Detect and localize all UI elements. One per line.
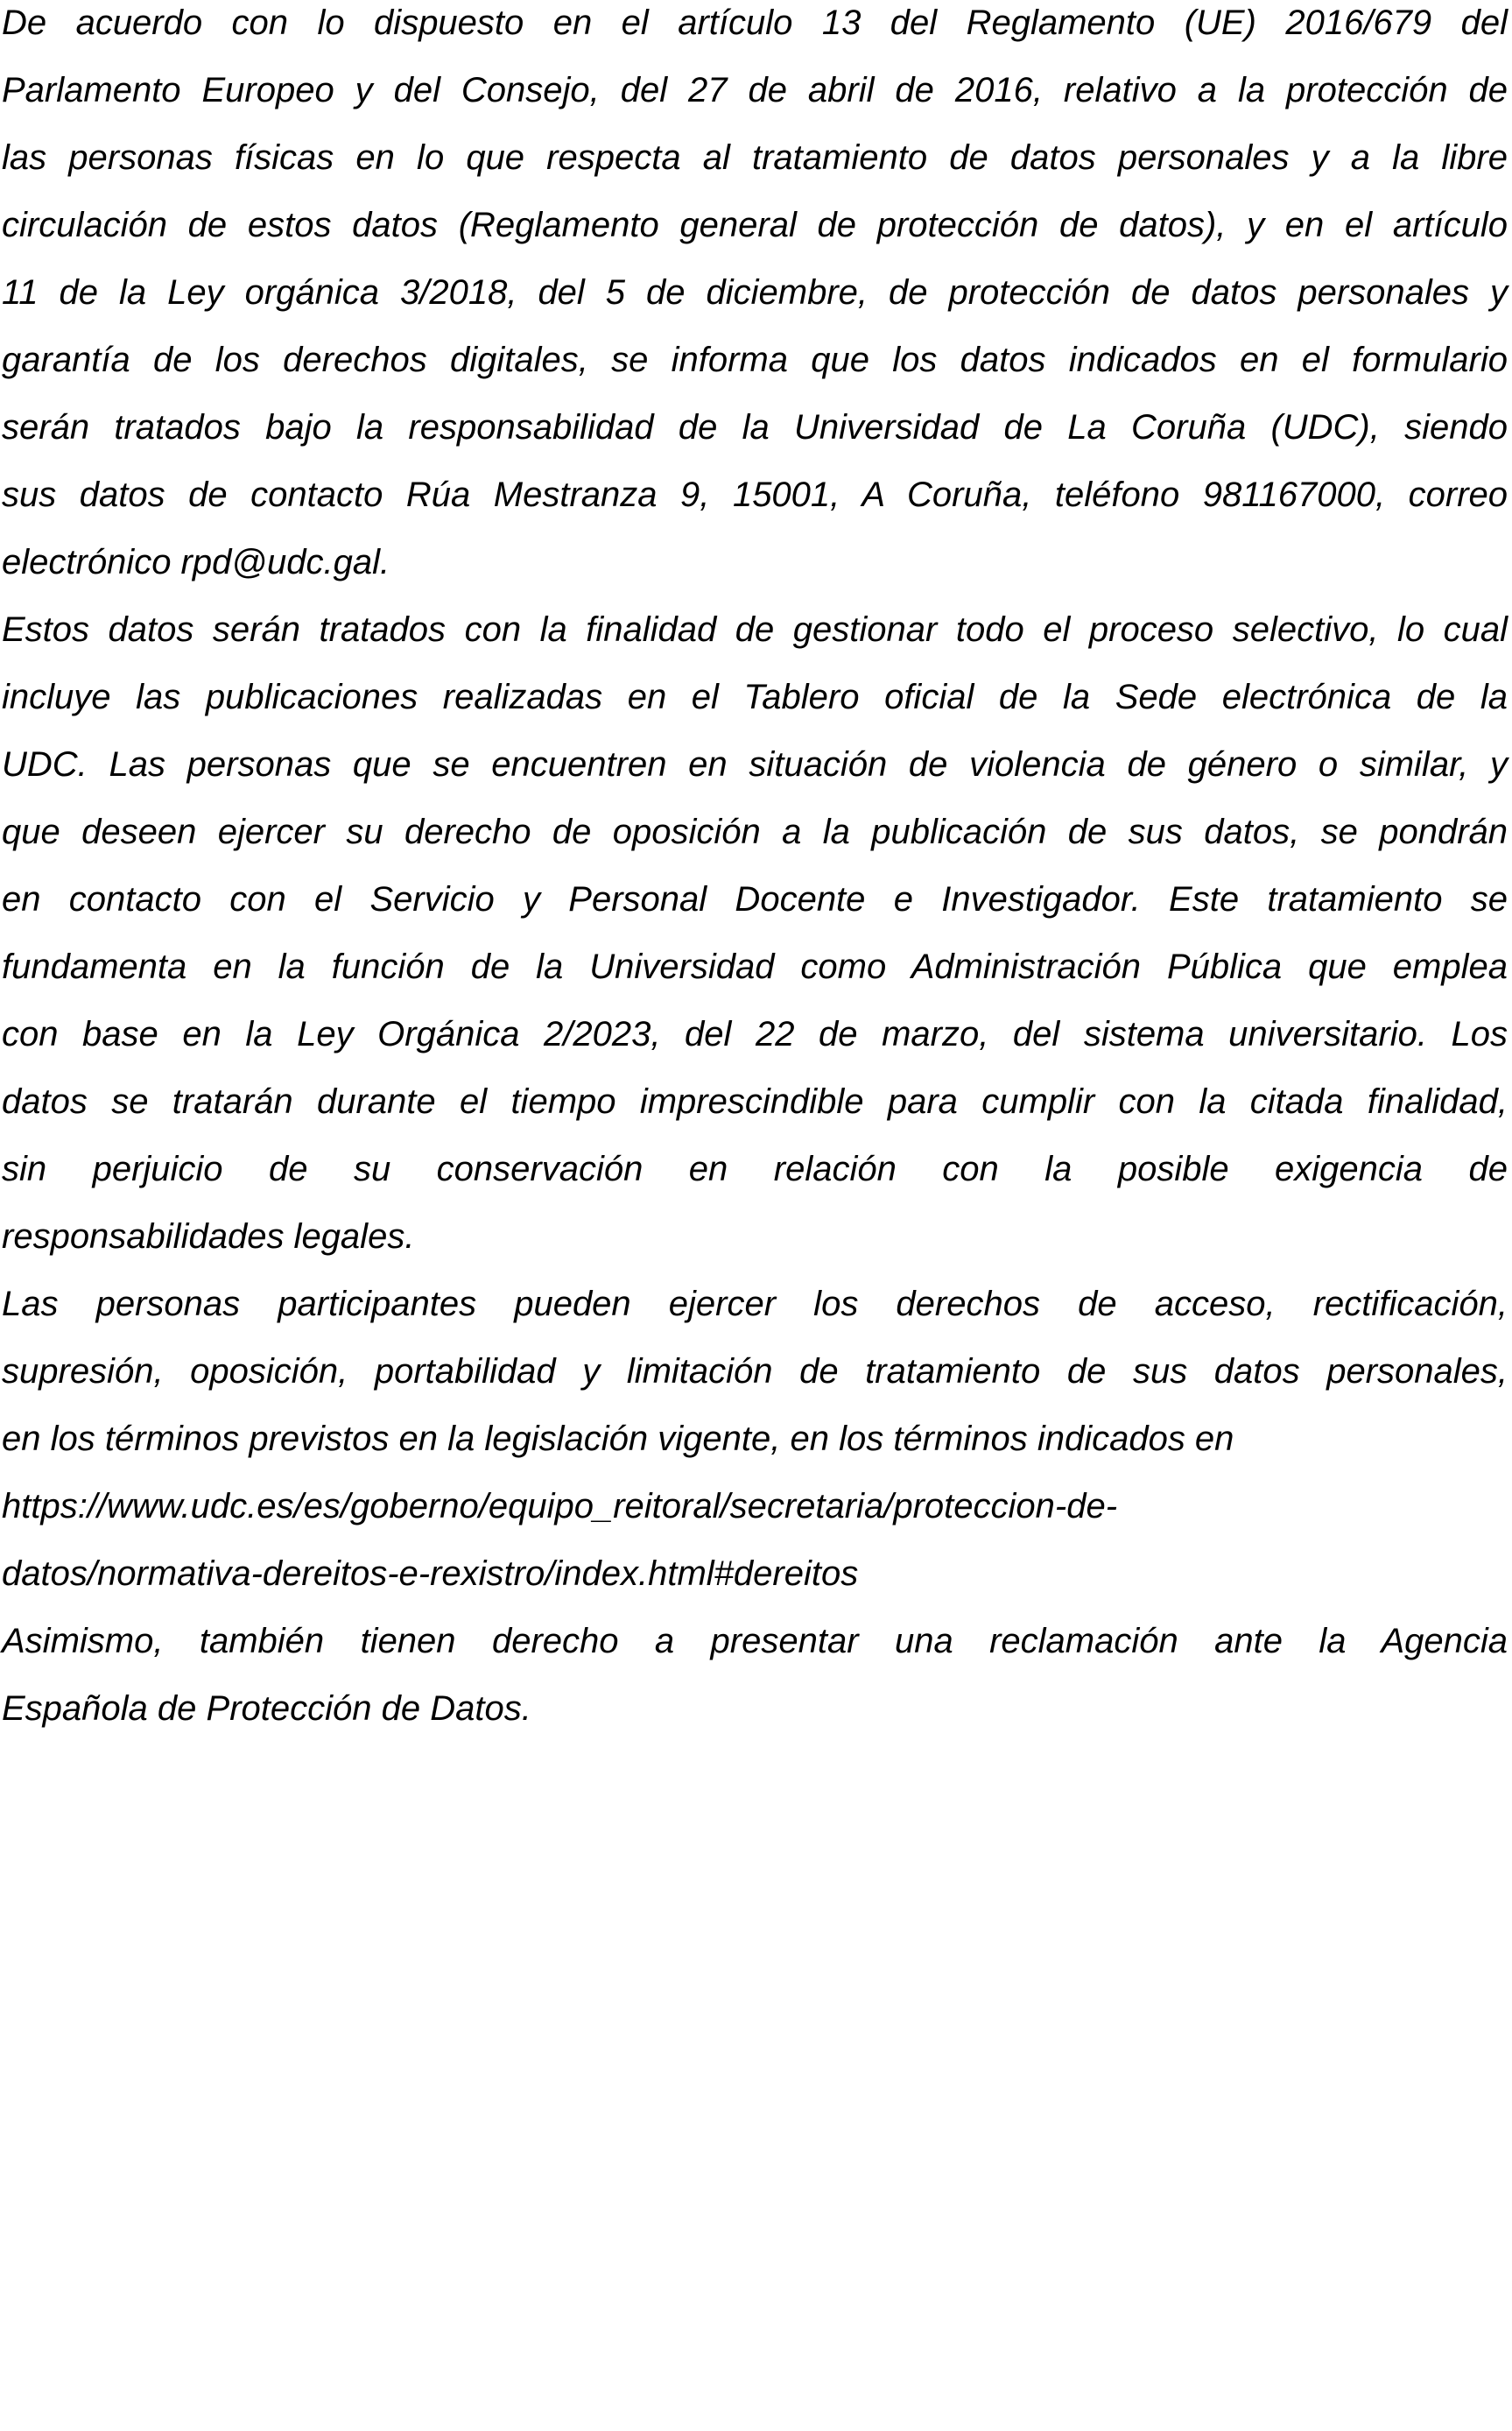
paragraph [2, 1281, 1508, 1618]
text-line: que deseen ejercer su derecho de oposición a la publicación de sus datos, se pondrán [2, 813, 1508, 851]
text-line: incluye las publicaciones realizadas en el Tablero oficial de la Sede electrónica de la [2, 678, 1508, 716]
paragraph [2, 607, 1508, 1281]
document-body [2, 0, 1508, 1753]
text-line: UDC. Las personas que se encuentren en situación de violencia de género o similar, y [2, 745, 1508, 784]
text-line: en los términos previstos en la legislación vigente, en los términos indicados en [2, 1420, 1234, 1458]
text-line: en contacto con el Servicio y Personal Docente e Investigador. Este tratamiento se [2, 880, 1508, 919]
paragraph [2, 0, 1508, 607]
text-line: De acuerdo con lo dispuesto en el artículo 13 del Reglamento (UE) 2016/679 del [2, 4, 1508, 42]
text-line: datos se tratarán durante el tiempo imprescindible para cumplir con la citada finalidad, [2, 1082, 1508, 1121]
text-line: datos/normativa-dereitos-e-rexistro/index.html#dereitos [2, 1554, 859, 1593]
text-line: 11 de la Ley orgánica 3/2018, del 5 de diciembre, de protección de datos personales y [2, 273, 1508, 312]
text-line: circulación de estos datos (Reglamento general de protección de datos), y en el artículo [2, 206, 1508, 244]
text-line: sin perjuicio de su conservación en relación con la posible exigencia de [2, 1150, 1508, 1188]
text-line: serán tratados bajo la responsabilidad de la Universidad de La Coruña (UDC), siendo [2, 408, 1508, 447]
text-line: fundamenta en la función de la Universidad como Administración Pública que emplea [2, 948, 1508, 986]
text-line: sus datos de contacto Rúa Mestranza 9, 15001, A Coruña, teléfono 981167000, correo [2, 476, 1508, 514]
text-line: las personas físicas en lo que respecta al tratamiento de datos personales y a la libre [2, 138, 1508, 177]
text-line: supresión, oposición, portabilidad y limitación de tratamiento de sus datos personales, [2, 1352, 1508, 1391]
text-line: Las personas participantes pueden ejercer los derechos de acceso, rectificación, [2, 1285, 1508, 1323]
text-line: garantía de los derechos digitales, se informa que los datos indicados en el formulario [2, 341, 1508, 379]
paragraph [2, 1618, 1508, 1753]
text-line: responsabilidades legales. [2, 1217, 415, 1256]
text-line: Parlamento Europeo y del Consejo, del 27 de abril de 2016, relativo a la protección de [2, 71, 1508, 109]
text-line: Española de Protección de Datos. [2, 1689, 531, 1728]
text-line: Asimismo, también tienen derecho a presentar una reclamación ante la Agencia [2, 1622, 1508, 1660]
text-line: Estos datos serán tratados con la finalidad de gestionar todo el proceso selectivo, lo cual [2, 610, 1508, 649]
text-line: electrónico rpd@udc.gal. [2, 543, 390, 581]
text-line: con base en la Ley Orgánica 2/2023, del 22 de marzo, del sistema universitario. Los [2, 1015, 1508, 1053]
text-line: https://www.udc.es/es/goberno/equipo_reitoral/secretaria/proteccion-de- [2, 1487, 1118, 1526]
